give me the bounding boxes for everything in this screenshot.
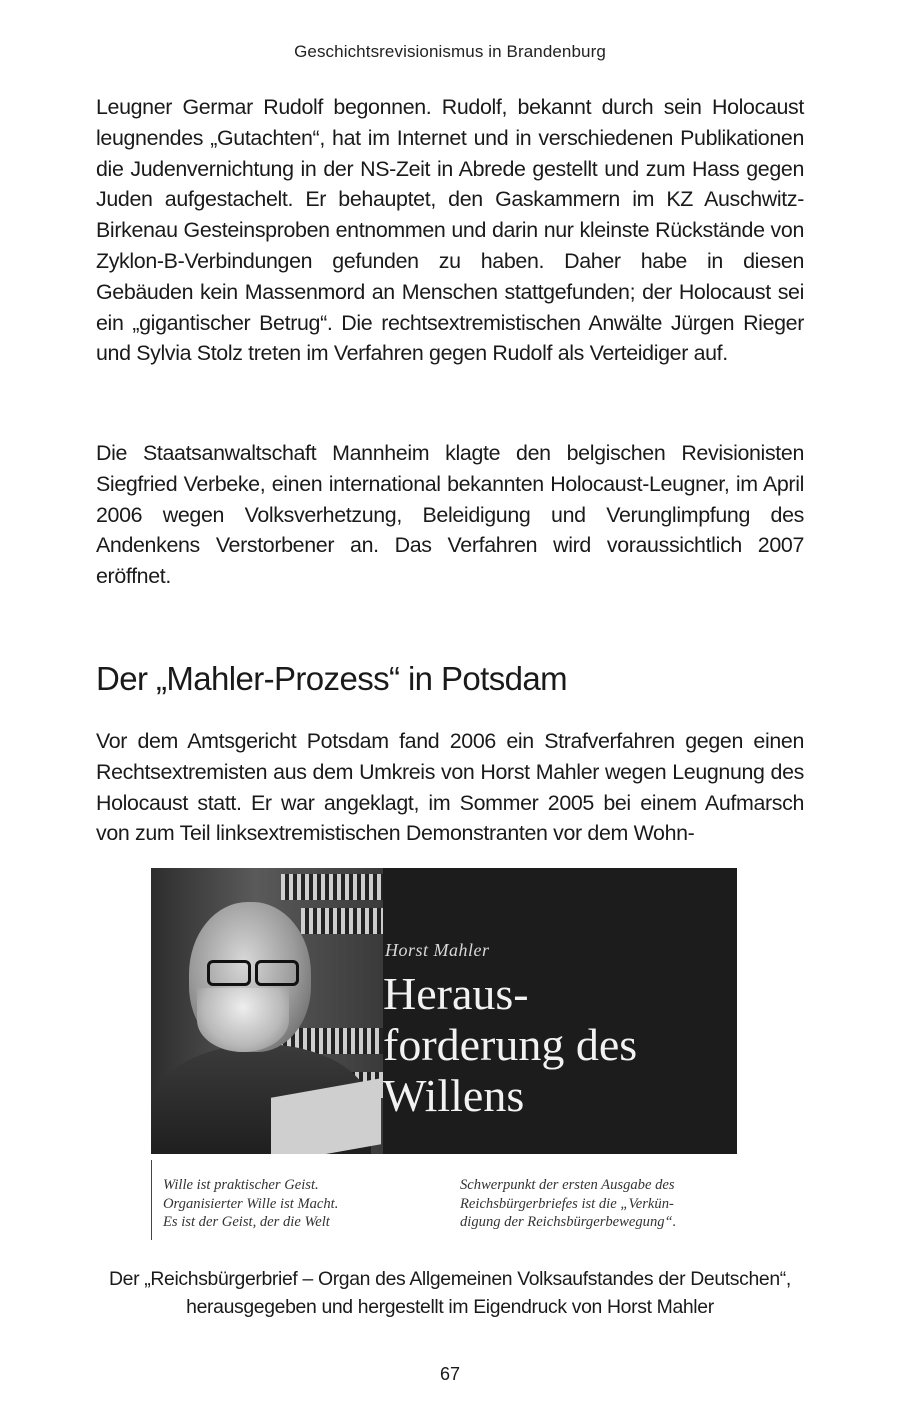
bookshelf-decoration	[281, 874, 383, 900]
body-paragraph-verbeke: Die Staatsanwaltschaft Mannheim klagte den belgischen Revisionisten Siegfried Verbeke, einen international bekannten Holocaust-Leugner, im April 2006 wegen Volksverhetzung, Beleidigung und Verunglimpfung des Andenkens Verstorbener an. Das Verfahren wird voraussichtlich 2007 eröffnet.	[96, 441, 804, 589]
figure-caption: Der „Reichsbürgerbrief – Organ des Allgemeinen Volksaufstandes der Deutschen“, herausgegeben und hergestellt im Eigendruck von Horst Mahler	[109, 1268, 791, 1318]
bookshelf-decoration	[301, 908, 383, 934]
running-header: Geschichtsrevisionismus in Brandenburg	[294, 42, 606, 61]
page-number: 67	[439, 1364, 461, 1384]
portrait-glasses	[207, 960, 303, 982]
cover-quote-right: Schwerpunkt der ersten Ausgabe des Reichsbürgerbriefes ist die „Verkün- digung der Reichsbürgerbewegung“.	[460, 1177, 677, 1230]
portrait-photo	[151, 868, 383, 1154]
body-paragraph-mahler-prozess: Vor dem Amtsgericht Potsdam fand 2006 ein Strafverfahren gegen einen Rechtsextremisten aus dem Umkreis von Horst Mahler wegen Leugnung des Holocaust statt. Er war angeklagt, im Sommer 2005 bei einem Aufmarsch von zum Teil linksextremistischen Demonstranten vor dem Wohn-	[96, 729, 804, 846]
cover-author: Horst Mahler	[385, 940, 490, 960]
cover-quote-left: Wille ist praktischer Geist. Organisierter Wille ist Macht. Es ist der Geist, der die Welt	[163, 1177, 339, 1230]
portrait-beard	[197, 988, 289, 1052]
quote-rule	[151, 1160, 152, 1240]
figure-image-cover	[151, 868, 737, 1154]
cover-title: Heraus- forderung des Willens	[383, 968, 638, 1121]
section-heading: Der „Mahler-Prozess“ in Potsdam	[96, 660, 568, 697]
body-paragraph-rudolf: Leugner Germar Rudolf begonnen. Rudolf, bekannt durch sein Holocaust leugnendes „Gutachten“, hat im Internet und in verschiedenen Publikationen die Judenvernichtung in der NS-Zeit in Abrede gestellt und zum Hass gegen Juden aufgestachelt. Er behauptet, den Gaskammern im KZ Auschwitz-Birkenau Gesteinsproben entnommen und darin nur kleinste Rückstände von Zyklon-B-Verbindungen gefunden zu haben. Daher habe in diesen Gebäuden kein Massenmord an Menschen stattgefunden; der Holocaust sei ein „gigantischer Betrug“. Die rechtsextremistischen Anwälte Jürgen Rieger und Sylvia Stolz treten im Verfahren gegen Rudolf als Verteidiger auf.	[96, 95, 804, 366]
